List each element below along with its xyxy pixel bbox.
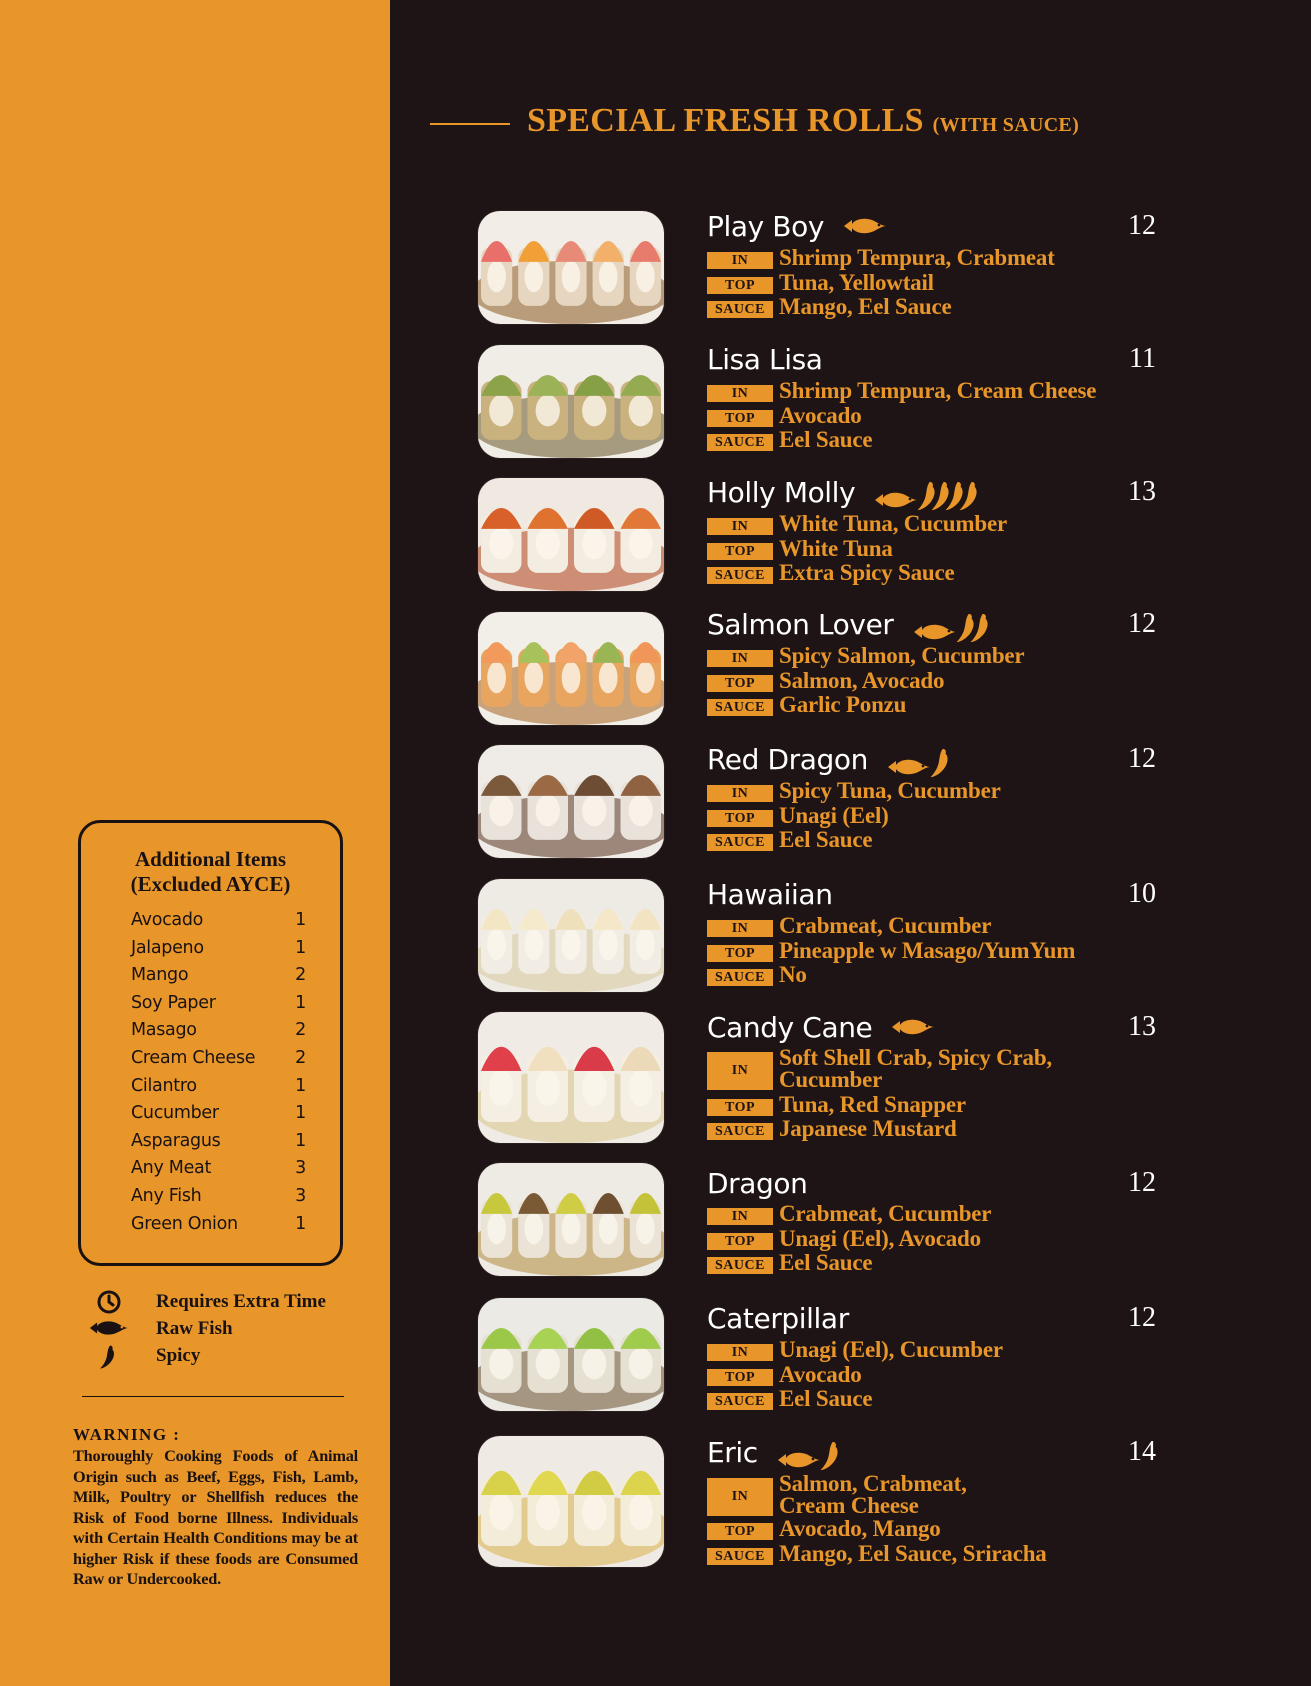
- ingredient-text: [779, 1046, 1052, 1092]
- additional-item-name: Any Meat: [131, 1158, 212, 1179]
- ingredient-text: [779, 779, 1001, 803]
- ingredient-text: [779, 693, 906, 717]
- additional-item: [131, 993, 306, 1021]
- ingredient-tag: IN: [707, 650, 773, 667]
- ingredient-text: [779, 804, 889, 828]
- ingredient-tag: IN: [707, 1478, 773, 1516]
- ingredient-tag: IN: [707, 785, 773, 802]
- ingredient-text: [779, 379, 1096, 403]
- ingredient-tag: TOP: [707, 675, 773, 692]
- ingredient-tag: SAUCE: [707, 1123, 773, 1140]
- ingredient-text-line: Japanese Mustard: [779, 1116, 957, 1141]
- ingredient-text-line: Crabmeat, Cucumber: [779, 913, 992, 938]
- additional-item-name: Cilantro: [131, 1075, 197, 1096]
- ingredient-tag: SAUCE: [707, 1257, 773, 1274]
- heading-rule: [430, 123, 510, 125]
- ingredient-text: [779, 1202, 991, 1226]
- roll-photo: [478, 879, 664, 992]
- ingredient-text: [779, 828, 872, 852]
- roll-photo: [478, 1163, 664, 1276]
- ingredient-text: [779, 1542, 1047, 1566]
- roll-price: 10: [1128, 878, 1156, 909]
- roll-price: 12: [1128, 1167, 1156, 1198]
- roll-name: Red Dragon: [707, 743, 868, 776]
- ingredient-text-line: Unagi (Eel), Cucumber: [779, 1337, 1003, 1362]
- additional-item: [131, 1186, 306, 1214]
- ingredient-text-line: Avocado, Mango: [779, 1516, 941, 1541]
- ingredient-text: [779, 1363, 862, 1387]
- roll-price: 14: [1128, 1436, 1156, 1467]
- roll-name: Caterpillar: [707, 1302, 849, 1335]
- ingredient-text: [779, 1387, 872, 1411]
- fish-icon: [842, 214, 888, 238]
- ingredient-text: [779, 1517, 941, 1541]
- ingredient-text: [779, 939, 1075, 963]
- roll-name: Eric: [707, 1436, 758, 1469]
- ingredient-text: [779, 914, 991, 938]
- ingredient-tag: IN: [707, 1344, 773, 1361]
- ingredient-text-line: Eel Sauce: [779, 827, 873, 852]
- ingredient-text: [779, 1251, 872, 1275]
- ingredient-text-line: Extra Spicy Sauce: [779, 560, 955, 585]
- additional-item-name: Asparagus: [131, 1130, 221, 1151]
- ingredient-tag: SAUCE: [707, 1393, 773, 1410]
- warning-title: WARNING :: [73, 1425, 181, 1444]
- ingredient-tag: TOP: [707, 1099, 773, 1116]
- ingredient-tag: TOP: [707, 1369, 773, 1386]
- legend-label: Spicy: [156, 1345, 201, 1366]
- ingredient-text-line: Salmon, Crabmeat,: [779, 1471, 967, 1496]
- additional-item-name: Green Onion: [131, 1213, 238, 1234]
- ingredient-text-line: Eel Sauce: [779, 1386, 873, 1411]
- additional-items-box: [78, 820, 343, 1266]
- roll-name: Salmon Lover: [707, 608, 894, 641]
- additional-item-price: 1: [295, 937, 306, 958]
- roll-icons: [873, 480, 979, 512]
- ingredient-text: [779, 1227, 981, 1251]
- roll-price: 11: [1129, 343, 1156, 374]
- roll-name: Hawaiian: [707, 878, 833, 911]
- pepper-icon: [928, 747, 950, 779]
- additional-item-name: Masago: [131, 1020, 197, 1041]
- ingredient-text: [779, 271, 934, 295]
- ingredient-text-line: Avocado: [779, 1362, 862, 1387]
- ingredient-tag: SAUCE: [707, 301, 773, 318]
- additional-item: [131, 1131, 306, 1159]
- additional-item: [131, 1076, 306, 1104]
- additional-item: [131, 1020, 306, 1048]
- additional-item-price: 2: [295, 1020, 306, 1041]
- roll-price: 12: [1128, 743, 1156, 774]
- ingredient-tag: IN: [707, 252, 773, 269]
- ingredient-tag: IN: [707, 385, 773, 402]
- ingredient-text-line: Tuna, Red Snapper: [779, 1092, 966, 1117]
- additional-item: [131, 1158, 306, 1186]
- additional-item-price: 3: [295, 1185, 306, 1206]
- pepper-icon: [98, 1344, 116, 1370]
- additional-item-price: 1: [295, 1130, 306, 1151]
- ingredient-text: [779, 537, 893, 561]
- ingredient-text-line: Shrimp Tempura, Crabmeat: [779, 245, 1055, 270]
- additional-title-line1: Additional Items: [134, 847, 287, 871]
- ingredient-text-line: Spicy Tuna, Cucumber: [779, 778, 1001, 803]
- roll-icons: [886, 747, 950, 779]
- ingredient-tag: IN: [707, 1208, 773, 1225]
- fish-icon: [912, 620, 958, 644]
- ingredient-text-line: White Tuna: [779, 536, 893, 561]
- ingredient-text-line: White Tuna, Cucumber: [779, 511, 1007, 536]
- ingredient-text-line: Mango, Eel Sauce: [779, 294, 952, 319]
- ingredient-tag: SAUCE: [707, 699, 773, 716]
- roll-photo: [478, 612, 664, 725]
- additional-item-name: Mango: [131, 965, 189, 986]
- roll-photo: [478, 345, 664, 458]
- ingredient-text-line: Soft Shell Crab, Spicy Crab,: [779, 1045, 1052, 1070]
- ingredient-tag: TOP: [707, 1233, 773, 1250]
- additional-item-price: 3: [295, 1158, 306, 1179]
- roll-icons: [842, 214, 888, 246]
- additional-item-price: 2: [295, 1047, 306, 1068]
- ingredient-tag: SAUCE: [707, 834, 773, 851]
- fish-icon: [886, 755, 932, 779]
- additional-item-price: 2: [295, 965, 306, 986]
- warning-text: Thoroughly Cooking Foods of Animal Origin such as Beef, Eggs, Fish, Lamb, Milk, Poultry or Shellfish reduces the Risk of Food borne Illness. Individuals with Certain Health Conditions may be at higher Risk if these foods are Consumed Raw or Undercooked.: [73, 1446, 358, 1588]
- legend-divider: [82, 1396, 344, 1397]
- ingredient-tag: IN: [707, 1052, 773, 1090]
- ingredient-text-line: Avocado: [779, 403, 862, 428]
- ingredient-text-line: Eel Sauce: [779, 1250, 873, 1275]
- clock-icon: [97, 1290, 121, 1314]
- ingredient-tag: IN: [707, 518, 773, 535]
- ingredient-text-line: Tuna, Yellowtail: [779, 270, 934, 295]
- ingredient-text: [779, 246, 1055, 270]
- roll-name: Dragon: [707, 1167, 808, 1200]
- fish-icon: [890, 1015, 936, 1039]
- legend-label: Raw Fish: [156, 1318, 233, 1339]
- heading-title: SPECIAL FRESH ROLLS: [527, 102, 924, 139]
- ingredient-text-line: Spicy Salmon, Cucumber: [779, 643, 1025, 668]
- legend-icon: [88, 1290, 134, 1314]
- ingredient-tag: TOP: [707, 1523, 773, 1540]
- ingredient-text: [779, 295, 952, 319]
- ingredient-text: [779, 561, 955, 585]
- roll-price: 12: [1128, 210, 1156, 241]
- additional-item-price: 1: [295, 1213, 306, 1234]
- ingredient-text: [779, 428, 872, 452]
- roll-photo: [478, 211, 664, 324]
- additional-item-price: 1: [295, 1103, 306, 1124]
- legend-icon: [88, 1344, 134, 1368]
- roll-price: 12: [1128, 1302, 1156, 1333]
- pepper-icon: [818, 1440, 840, 1472]
- additional-item: [131, 1214, 306, 1242]
- ingredient-text: [779, 963, 807, 987]
- additional-item-price: 1: [295, 910, 306, 930]
- additional-items-list: [131, 910, 306, 1241]
- roll-name: Lisa Lisa: [707, 343, 823, 376]
- ingredient-text: [779, 404, 862, 428]
- ingredient-text: [779, 644, 1024, 668]
- additional-item: [131, 965, 306, 993]
- ingredient-text-line: Unagi (Eel): [779, 803, 889, 828]
- additional-item: [131, 938, 306, 966]
- heading-subtitle: (WITH SAUCE): [932, 114, 1080, 136]
- ingredient-tag: TOP: [707, 410, 773, 427]
- additional-item-name: Cream Cheese: [131, 1047, 256, 1068]
- additional-item-name: Avocado: [131, 910, 204, 930]
- roll-icons: [912, 612, 990, 644]
- ingredient-text: [779, 1117, 957, 1141]
- additional-item-name: Any Fish: [131, 1185, 202, 1206]
- legend-icon: [88, 1317, 134, 1341]
- roll-name: Play Boy: [707, 210, 825, 243]
- ingredient-tag: TOP: [707, 543, 773, 560]
- pepper-icon: [968, 612, 990, 644]
- ingredient-tag: SAUCE: [707, 1548, 773, 1565]
- ingredient-text: [779, 669, 944, 693]
- additional-items-title: [81, 847, 340, 897]
- ingredient-text: [779, 1093, 966, 1117]
- roll-name: Holly Molly: [707, 476, 856, 509]
- roll-photo: [478, 478, 664, 591]
- ingredient-tag: IN: [707, 920, 773, 937]
- additional-title-line2: (Excluded AYCE): [130, 872, 291, 896]
- ingredient-text-line: Eel Sauce: [779, 427, 873, 452]
- additional-item-name: Cucumber: [131, 1103, 219, 1124]
- ingredient-text: [779, 1338, 1003, 1362]
- ingredient-tag: TOP: [707, 945, 773, 962]
- fish-icon: [88, 1317, 130, 1339]
- roll-icons: [890, 1015, 936, 1047]
- ingredient-text: [779, 512, 1007, 536]
- roll-photo: [478, 1012, 664, 1143]
- ingredient-text-line: Unagi (Eel), Avocado: [779, 1226, 981, 1251]
- ingredient-tag: TOP: [707, 810, 773, 827]
- fish-icon: [873, 488, 919, 512]
- roll-price: 13: [1128, 1011, 1156, 1042]
- pepper-icon: [957, 480, 979, 512]
- roll-name: Candy Cane: [707, 1011, 873, 1044]
- additional-item-price: 1: [295, 1075, 306, 1096]
- ingredient-text-line: Shrimp Tempura, Cream Cheese: [779, 378, 1097, 403]
- roll-photo: [478, 1436, 664, 1567]
- additional-item: [131, 1048, 306, 1076]
- fish-icon: [776, 1448, 822, 1472]
- ingredient-text-line: Garlic Ponzu: [779, 692, 907, 717]
- roll-photo: [478, 745, 664, 858]
- ingredient-text-line: No: [779, 962, 807, 987]
- legend-label: Requires Extra Time: [156, 1291, 326, 1312]
- ingredient-text-line: Crabmeat, Cucumber: [779, 1201, 992, 1226]
- ingredient-text-line: Pineapple w Masago/YumYum: [779, 938, 1076, 963]
- ingredient-text-line: Cucumber: [779, 1067, 883, 1092]
- roll-photo: [478, 1298, 664, 1411]
- additional-item-name: Soy Paper: [131, 992, 216, 1013]
- additional-item: [131, 910, 306, 938]
- roll-price: 13: [1128, 476, 1156, 507]
- ingredient-text-line: Cream Cheese: [779, 1493, 919, 1518]
- additional-item-name: Jalapeno: [131, 937, 204, 958]
- additional-item-price: 1: [295, 992, 306, 1013]
- additional-item: [131, 1103, 306, 1131]
- ingredient-tag: SAUCE: [707, 969, 773, 986]
- roll-price: 12: [1128, 608, 1156, 639]
- ingredient-text: [779, 1472, 967, 1518]
- ingredient-tag: TOP: [707, 277, 773, 294]
- ingredient-text-line: Mango, Eel Sauce, Sriracha: [779, 1541, 1047, 1566]
- ingredient-text-line: Salmon, Avocado: [779, 668, 945, 693]
- ingredient-tag: SAUCE: [707, 567, 773, 584]
- section-heading: [527, 102, 1079, 140]
- ingredient-tag: SAUCE: [707, 434, 773, 451]
- roll-icons: [776, 1440, 840, 1472]
